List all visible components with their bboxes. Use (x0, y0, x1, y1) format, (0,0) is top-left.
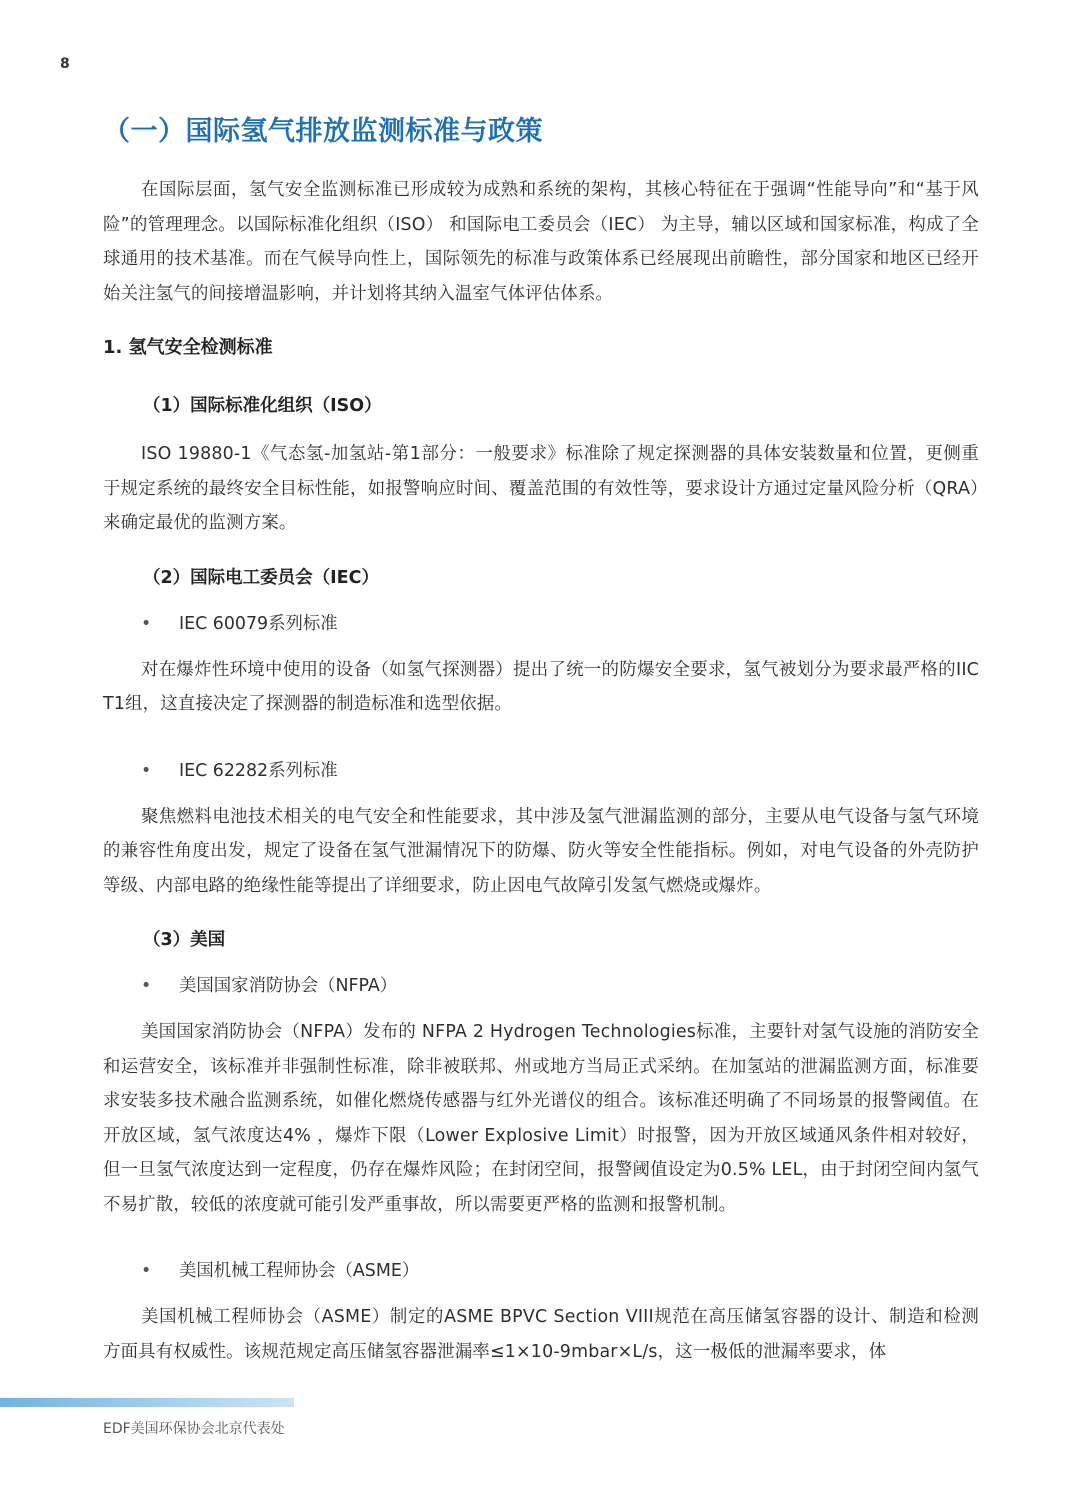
intro-paragraph: 在国际层面，氢气安全监测标准已形成较为成熟和系统的架构，其核心特征在于强调“性能导向”和“基于风险”的管理理念。以国际标准化组织（ISO） 和国际电工委员会（IEC） 为主导，辅以区域和国家标准，构成了全球通用的技术基准。而在气候导向性上，国际领先的标准与政策体系已经展现出前瞻性，部分国家和地区已经开始关注氢气的间接增温影响，并计划将其纳入温室气体评估体系。 (103, 180, 979, 304)
iec-60079-paragraph: 对在爆炸性环境中使用的设备（如氢气探测器）提出了统一的防爆安全要求，氢气被划分为要求最严格的IIC T1组，这直接决定了探测器的制造标准和选型依据。 (103, 659, 979, 714)
heading-usa: （3）美国 (143, 930, 226, 950)
bullet-dot: • (141, 760, 152, 781)
bullet-label: 美国机械工程师协会（ASME） (179, 1261, 420, 1281)
bullet-asme (103, 1256, 979, 1286)
heading-iec: （2）国际电工委员会（IEC） (143, 567, 379, 588)
bullet-label: IEC 62282系列标准 (179, 760, 338, 781)
heading-safety-standards: 1. 氢气安全检测标准 (103, 337, 273, 358)
heading-iso: （1）国际标准化组织（ISO） (143, 396, 382, 416)
nfpa-paragraph: 美国国家消防协会（NFPA）发布的 NFPA 2 Hydrogen Technologies标准，主要针对氢气设施的消防安全和运营安全，该标准并非强制性标准，除非被联邦、州或地方当局正式采纳。在加氢站的泄漏监测方面，标准要求安装多技术融合监测系统，如催化燃烧传感器与红外光谱仪的组合。该标准还明确了不同场景的报警阈值。在开放区域，氢气浓度达4% ，爆炸下限（Lower Explosive Limit）时报警，因为开放区域通风条件相对较好，但一旦氢气浓度达到一定程度，仍存在爆炸风险；在封闭空间，报警阈值设定为0.5% LEL，由于封闭空间内氢气不易扩散，较低的浓度就可能引发严重事故，所以需要更严格的监测和报警机制。 (103, 1022, 979, 1215)
footer-organization: EDF美国环保协会北京代表处 (103, 1421, 285, 1437)
bullet-label: 美国国家消防协会（NFPA） (179, 976, 398, 996)
bullet-dot: • (141, 976, 152, 996)
page-number: 8 (60, 56, 70, 72)
bullet-dot: • (141, 613, 152, 634)
bullet-iec-60079 (103, 609, 979, 639)
iso-paragraph: ISO 19880-1《气态氢-加氢站-第1部分：一般要求》标准除了规定探测器的具体安装数量和位置，更侧重于规定系统的最终安全目标性能，如报警响应时间、覆盖范围的有效性等，要求设计方通过定量风险分析（QRA）来确定最优的监测方案。 (103, 444, 979, 533)
bullet-iec-62282 (103, 756, 979, 786)
bullet-dot: • (141, 1261, 152, 1281)
asme-paragraph: 美国机械工程师协会（ASME）制定的ASME BPVC Section VIII规范在高压储氢容器的设计、制造和检测方面具有权威性。该规范规定高压储氢容器泄漏率≤1×10-9mbar×L/s，这一极低的泄漏率要求，体 (103, 1307, 979, 1362)
bullet-label: IEC 60079系列标准 (179, 613, 338, 634)
footer-accent-bar (0, 1398, 294, 1407)
section-title: （一）国际氢气排放监测标准与政策 (103, 116, 543, 147)
page-content (103, 112, 979, 1369)
iec-62282-paragraph: 聚焦燃料电池技术相关的电气安全和性能要求，其中涉及氢气泄漏监测的部分，主要从电气设备与氢气环境的兼容性角度出发，规定了设备在氢气泄漏情况下的防爆、防火等安全性能指标。例如，对电气设备的外壳防护等级、内部电路的绝缘性能等提出了详细要求，防止因电气故障引发氢气燃烧或爆炸。 (103, 806, 979, 896)
bullet-nfpa (103, 971, 979, 1001)
